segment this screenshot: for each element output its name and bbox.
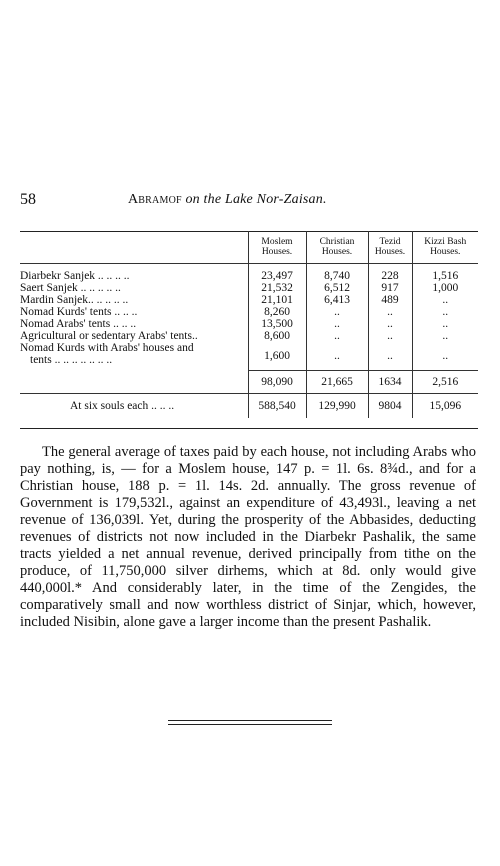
- table-row: [20, 306, 478, 318]
- total-cell: 1634: [368, 371, 412, 394]
- row-label: Nomad Kurds' tents .. .. ..: [20, 306, 138, 318]
- column-header: [20, 231, 248, 264]
- table-cell: ..: [412, 318, 478, 330]
- table-cell: ..: [412, 342, 478, 371]
- table-cell: ..: [368, 330, 412, 342]
- column-header: Kizzi Bash Houses.: [412, 231, 478, 264]
- table-cell: 6,413: [306, 294, 368, 306]
- table-cell: ..: [306, 342, 368, 371]
- statistics-table: [20, 231, 478, 418]
- table-row: [20, 294, 478, 306]
- souls-label: At six souls each .. .. ..: [20, 394, 248, 419]
- end-ornament-rule: [168, 720, 332, 725]
- table-cell: ..: [368, 318, 412, 330]
- row-label: Saert Sanjek .. .. .. .. ..: [20, 282, 121, 294]
- table-row: [20, 330, 478, 342]
- row-label: Agricultural or sedentary Arabs' tents..: [20, 330, 198, 342]
- table-cell: 21,532: [248, 282, 306, 294]
- total-cell: 2,516: [412, 371, 478, 394]
- title-author: Abramof: [128, 192, 182, 207]
- table-row: [20, 264, 478, 283]
- total-cell: 21,665: [306, 371, 368, 394]
- totals-row: [20, 371, 478, 394]
- row-label: [20, 342, 248, 371]
- table-cell: 228: [368, 264, 412, 283]
- table-cell: 8,260: [248, 306, 306, 318]
- column-header: Moslem Houses.: [248, 231, 306, 264]
- row-label: Mardin Sanjek.. .. .. .. ..: [20, 294, 129, 306]
- page-number: 58: [20, 191, 36, 208]
- table-cell: 8,740: [306, 264, 368, 283]
- row-label: Diarbekr Sanjek .. .. .. ..: [20, 270, 130, 282]
- souls-row: [20, 394, 478, 419]
- table-cell: 6,512: [306, 282, 368, 294]
- table-cell: 489: [368, 294, 412, 306]
- row-label-line: Nomad Kurds with Arabs' houses and: [20, 342, 194, 354]
- table-cell: 917: [368, 282, 412, 294]
- table-cell: 21,101: [248, 294, 306, 306]
- table-cell: 1,516: [412, 264, 478, 283]
- table-row: [20, 318, 478, 330]
- table-bottom-rule: [20, 428, 478, 429]
- column-header: Tezid Houses.: [368, 231, 412, 264]
- totals-label: [20, 371, 248, 394]
- row-label: Nomad Arabs' tents .. .. ..: [20, 318, 137, 330]
- souls-cell: 129,990: [306, 394, 368, 419]
- table-cell: ..: [412, 330, 478, 342]
- running-title: [128, 192, 327, 208]
- souls-cell: 9804: [368, 394, 412, 419]
- table-cell: ..: [368, 342, 412, 371]
- table-cell: ..: [412, 294, 478, 306]
- table-cell: ..: [368, 306, 412, 318]
- running-header: [20, 191, 478, 211]
- title-rest: on the Lake Nor-Zaisan.: [181, 192, 327, 207]
- column-header: Christian Houses.: [306, 231, 368, 264]
- table-row: [20, 282, 478, 294]
- total-cell: 98,090: [248, 371, 306, 394]
- table-cell: ..: [306, 306, 368, 318]
- table-cell: ..: [306, 330, 368, 342]
- table-cell: ..: [412, 306, 478, 318]
- table-cell: 8,600: [248, 330, 306, 342]
- table-header-row: [20, 231, 478, 264]
- table-cell: 1,000: [412, 282, 478, 294]
- row-label-line: tents .. .. .. .. .. .. ..: [30, 354, 113, 366]
- table-cell: 1,600: [248, 342, 306, 371]
- souls-cell: 588,540: [248, 394, 306, 419]
- souls-cell: 15,096: [412, 394, 478, 419]
- table-cell: ..: [306, 318, 368, 330]
- table-cell: 23,497: [248, 264, 306, 283]
- body-paragraph: The general average of taxes paid by each house, not including Arabs who pay nothing, is, — for a Moslem house, 147 p. = 1l. 6s. 8¾d., and for a Christian house, 188 p. = 1l. 14s. 2d. annually. The gross revenue of Government is 179,532l., against an expenditure of 43,493l., leaving a net revenue of 136,039l. Yet, during the prosperity of the Abbasides, deducting revenues of districts not now included in the Diarbekr Pashalik, the same tracts yielded a net annual revenue, derived principally from tithe on the produce, of 11,750,000 silver dirhems, which at 8d. only would give 440,000l.* And considerably later, in the time of the Zengides, the comparatively small and now worthless district of Sinjar, which, however, included Nisibin, alone gave a larger income than the present Pashalik.: [20, 444, 476, 630]
- table-row: [20, 342, 478, 371]
- table-cell: 13,500: [248, 318, 306, 330]
